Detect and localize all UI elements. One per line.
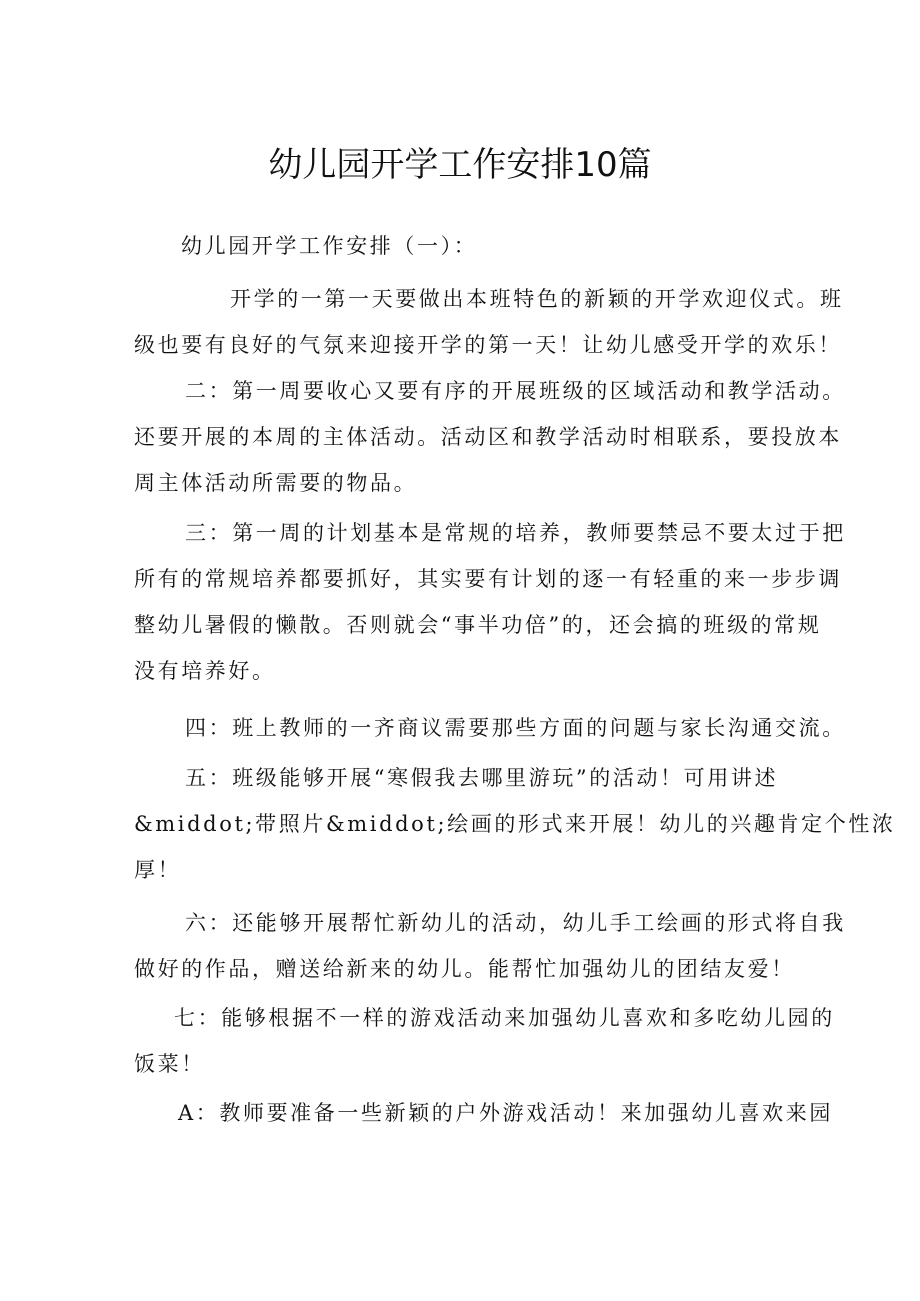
paragraph-line: A：教师要准备一些新颖的户外游戏活动！来加强幼儿喜欢来园 [178, 1101, 833, 1125]
paragraph-line: 整幼儿暑假的懒散。否则就会“事半功倍”的，还会搞的班级的常规 [134, 613, 822, 637]
paragraph-line: 三：第一周的计划基本是常规的培养，教师要禁忌不要太过于把 [185, 521, 846, 545]
paragraph-7 [134, 995, 835, 1087]
paragraph-2 [134, 368, 846, 506]
paragraph-line: 所有的常规培养都要抓好，其实要有计划的逐一有轻重的来一步步调 [134, 567, 842, 591]
paragraph-line: 六：还能够开展帮忙新幼儿的活动，幼儿手工绘画的形式将自我 [185, 911, 846, 935]
paragraph-line: 二：第一周要收心又要有序的开展班级的区域活动和教学活动。 [185, 379, 846, 403]
paragraph-3 [134, 510, 846, 694]
paragraph-line: 四：班上教师的一齐商议需要那些方面的问题与家长沟通交流。 [185, 716, 846, 740]
paragraph-5 [134, 755, 896, 893]
page-title: 幼儿园开学工作安排10篇 [268, 145, 652, 185]
paragraph-line: 没有培养好。 [134, 659, 276, 683]
paragraph-line: 做好的作品，赠送给新来的幼儿。能帮忙加强幼儿的团结友爱！ [134, 957, 795, 981]
paragraph-line: 级也要有良好的气氛来迎接开学的第一天！让幼儿感受开学的欢乐！ [134, 333, 842, 357]
paragraph-line: 厚！ [134, 858, 182, 882]
paragraph-4 [134, 705, 846, 751]
paragraph-8 [134, 1090, 833, 1136]
paragraph-6 [134, 900, 846, 992]
paragraph-line: 还要开展的本周的主体活动。活动区和教学活动时相联系，要投放本 [134, 425, 842, 449]
paragraph-line: 饭菜！ [134, 1052, 205, 1076]
paragraph-line: 开学的一第一天要做出本班特色的新颖的开学欢迎仪式。班 [230, 287, 844, 311]
paragraph-1 [134, 276, 844, 368]
paragraph-line: 周主体活动所需要的物品。 [134, 471, 418, 495]
paragraph-line: &middot;带照片&middot;绘画的形式来开展！幼儿的兴趣肯定个性浓 [134, 812, 896, 836]
paragraph-line: 七：能够根据不一样的游戏活动来加强幼儿喜欢和多吃幼儿园的 [174, 1006, 835, 1030]
paragraph-line: 五：班级能够开展“寒假我去哪里游玩”的活动！可用讲述 [185, 766, 779, 790]
section-heading: 幼儿园开学工作安排（一）： [181, 234, 478, 258]
